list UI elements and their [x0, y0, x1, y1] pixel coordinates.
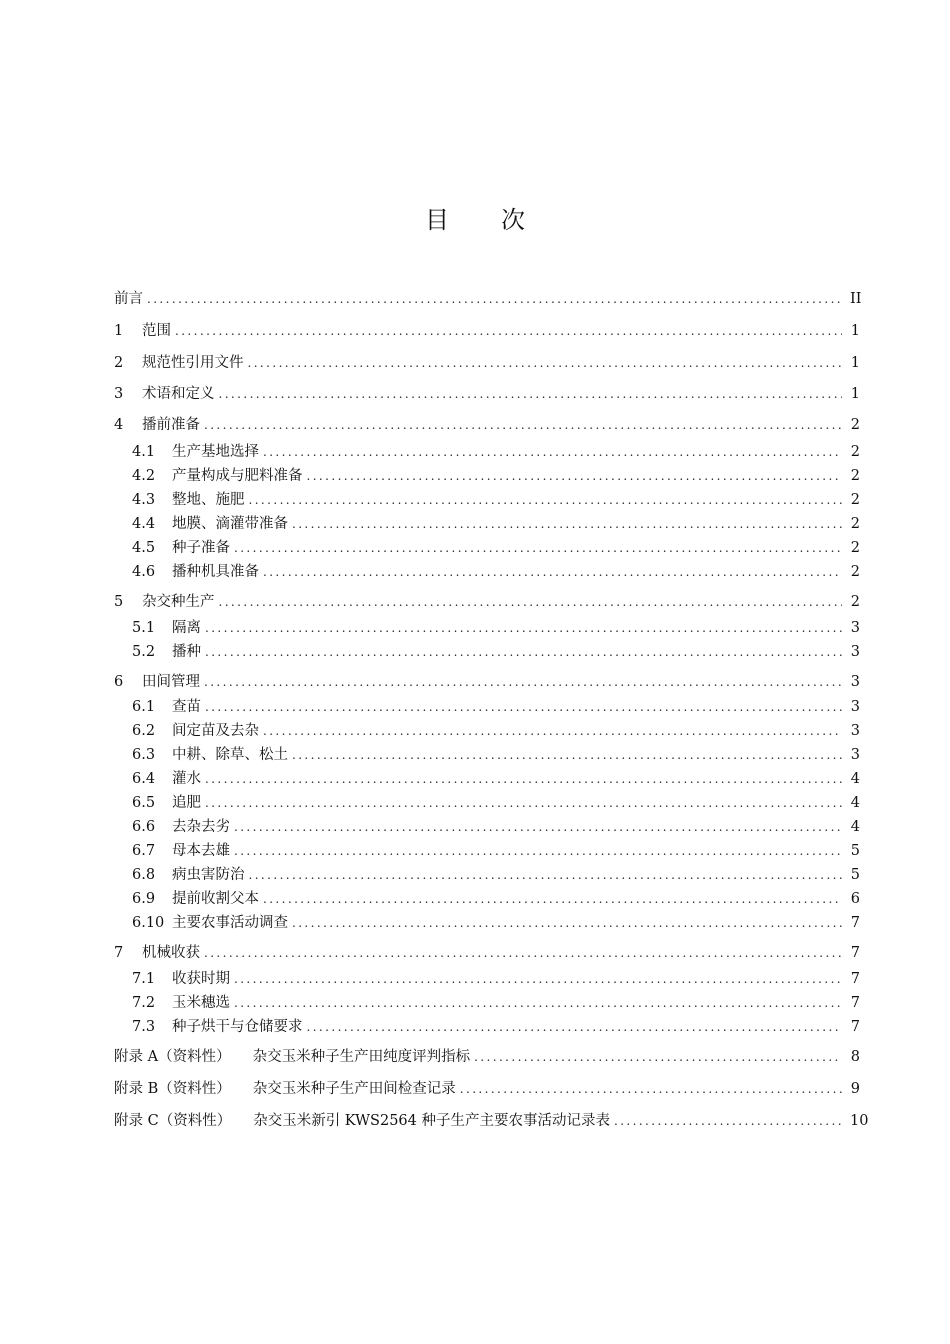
toc-subentry[interactable]: [132, 561, 860, 583]
toc-entry-page: 5: [850, 867, 860, 883]
toc-subentry[interactable]: [132, 792, 860, 814]
toc-entry[interactable]: [114, 383, 860, 405]
toc-leader-dots: [147, 288, 842, 310]
toc-leader-dots: [204, 942, 842, 964]
toc-entry-page: 6: [850, 891, 860, 907]
toc-entry-page: 1: [850, 386, 860, 402]
toc-leader-dots: [175, 320, 842, 342]
toc-entry-number: 6.1: [132, 699, 156, 715]
toc-entry-number: 6.7: [132, 843, 156, 859]
toc-leader-dots: [249, 489, 843, 511]
toc-entry-number: 6.8: [132, 867, 156, 883]
toc-leader-dots: [234, 968, 842, 990]
appendix-type: 附录 B（资料性）: [114, 1081, 231, 1097]
toc-entry-page: 8: [850, 1049, 860, 1065]
toc-subentry[interactable]: [132, 968, 860, 990]
toc-entry-number: 6.6: [132, 819, 156, 835]
toc-entry-page: 2: [850, 417, 860, 433]
toc-entry-label: 杂交种生产: [142, 594, 215, 610]
toc-entry-label: 主要农事活动调查: [172, 915, 288, 931]
toc-entry-label: 种子烘干与仓储要求: [172, 1019, 303, 1035]
toc-subentry[interactable]: [132, 465, 860, 487]
toc-entry-page: 2: [850, 540, 860, 556]
toc-entry-page: 3: [850, 723, 860, 739]
toc-leader-dots: [234, 992, 842, 1014]
toc-entry[interactable]: [114, 320, 860, 342]
toc-leader-dots: [263, 561, 842, 583]
toc-entry-number: 6.4: [132, 771, 156, 787]
toc-entry-page: 2: [850, 516, 860, 532]
toc-leader-dots: [205, 696, 842, 718]
toc-entry-page: 7: [850, 971, 860, 987]
toc-subentry[interactable]: [132, 537, 860, 559]
toc-entry-number: 6.5: [132, 795, 156, 811]
toc-entry-number: 3: [114, 386, 124, 402]
toc-entry-label: 去杂去劣: [172, 819, 230, 835]
toc-entry-number: 5.2: [132, 644, 156, 660]
toc-subentry[interactable]: [132, 513, 860, 535]
toc-entry-page: 4: [850, 819, 860, 835]
toc-entry-page: 7: [850, 1019, 860, 1035]
appendix-title: 杂交玉米新引 KWS2564 种子生产主要农事活动记录表: [253, 1113, 610, 1129]
toc-entry-label: 范围: [142, 323, 171, 339]
toc-entry-label: 术语和定义: [142, 386, 215, 402]
toc-entry-label: 播前准备: [142, 417, 200, 433]
toc-leader-dots: [248, 352, 843, 374]
toc-leader-dots: [474, 1046, 842, 1068]
toc-entry-number: 7: [114, 945, 124, 961]
toc-entry-label: 整地、施肥: [172, 492, 245, 508]
toc-entry-page: 7: [850, 995, 860, 1011]
toc-leader-dots: [204, 414, 842, 436]
toc-entry-label: 机械收获: [142, 945, 200, 961]
toc-entry-page: 2: [850, 594, 860, 610]
toc-entry-number: 4.6: [132, 564, 156, 580]
toc-entry-label: 中耕、除草、松土: [172, 747, 288, 763]
toc-entry-page: 7: [850, 915, 860, 931]
toc-appendix-b[interactable]: [114, 1078, 860, 1100]
toc-subentry[interactable]: [132, 720, 860, 742]
toc-entry-page: 2: [850, 492, 860, 508]
toc-leader-dots: [263, 888, 842, 910]
toc-subentry[interactable]: [132, 744, 860, 766]
toc-entry-foreword[interactable]: [114, 288, 860, 310]
toc-entry-page: 3: [850, 699, 860, 715]
appendix-title: 杂交玉米种子生产田纯度评判指标: [252, 1049, 471, 1065]
toc-entry-number: 4: [114, 417, 124, 433]
toc-entry-page: 3: [850, 747, 860, 763]
toc-entry[interactable]: [114, 414, 860, 436]
toc-entry-page: 2: [850, 564, 860, 580]
toc-entry-label: 灌水: [172, 771, 201, 787]
toc-leader-dots: [614, 1110, 842, 1132]
toc-leader-dots: [249, 864, 843, 886]
toc-entry-label: 田间管理: [142, 674, 200, 690]
title-char-2: 次: [501, 206, 525, 234]
toc-entry-number: 6.9: [132, 891, 156, 907]
toc-entry[interactable]: [114, 671, 860, 693]
toc-entry-label: 地膜、滴灌带准备: [172, 516, 288, 532]
toc-entry-number: 6.3: [132, 747, 156, 763]
toc-entry-number: 7.1: [132, 971, 156, 987]
toc-entry-label: 病虫害防治: [172, 867, 245, 883]
toc-entry-number: 4.5: [132, 540, 156, 556]
toc-entry-page: 9: [850, 1081, 860, 1097]
toc-entry-page: 7: [850, 945, 860, 961]
toc-entry-number: 2: [114, 355, 124, 371]
toc-subentry[interactable]: [132, 489, 860, 511]
toc-entry-label: 提前收割父本: [172, 891, 259, 907]
toc-leader-dots: [263, 441, 842, 463]
toc-entry-label: 隔离: [172, 620, 201, 636]
toc-entry-number: 6: [114, 674, 124, 690]
toc-entry-label: 产量构成与肥料准备: [172, 468, 303, 484]
toc-leader-dots: [205, 641, 842, 663]
appendix-type: 附录 A（资料性）: [114, 1049, 231, 1065]
toc-subentry[interactable]: [132, 912, 860, 934]
toc-entry-number: 6.10: [132, 915, 165, 931]
toc-entry-page: 10: [850, 1113, 869, 1129]
toc-entry-page: 3: [850, 644, 860, 660]
toc-entry-label: 追肥: [172, 795, 201, 811]
toc-entry[interactable]: [114, 352, 860, 374]
toc-entry-number: 1: [114, 323, 124, 339]
toc-subentry[interactable]: [132, 768, 860, 790]
toc-entry-label: 播种: [172, 644, 201, 660]
toc-entry-label: 母本去雄: [172, 843, 230, 859]
toc-entry-label: 生产基地选择: [172, 444, 259, 460]
toc-subentry[interactable]: [132, 992, 860, 1014]
toc-leader-dots: [234, 537, 842, 559]
toc-subentry[interactable]: [132, 1016, 860, 1038]
toc-subentry[interactable]: [132, 840, 860, 862]
toc-entry-number: 6.2: [132, 723, 156, 739]
toc-leader-dots: [292, 912, 842, 934]
toc-leader-dots: [292, 513, 842, 535]
toc-entry-number: 4.4: [132, 516, 156, 532]
toc-leader-dots: [263, 720, 842, 742]
toc-entry-label: 收获时期: [172, 971, 230, 987]
toc-entry-page: 5: [850, 843, 860, 859]
toc-subentry[interactable]: [132, 696, 860, 718]
toc-subentry[interactable]: [132, 864, 860, 886]
toc-entry-page: 1: [850, 323, 860, 339]
toc-leader-dots: [234, 816, 842, 838]
toc-entry-label: 前言: [114, 291, 143, 307]
page-title: [0, 200, 950, 235]
toc-subentry[interactable]: [132, 441, 860, 463]
toc-subentry[interactable]: [132, 641, 860, 663]
toc-entry[interactable]: [114, 591, 860, 613]
toc-entry-page: II: [850, 291, 862, 307]
toc-leader-dots: [204, 671, 842, 693]
toc-entry-page: 2: [850, 444, 860, 460]
toc-entry-number: 7.2: [132, 995, 156, 1011]
toc-entry-label: 规范性引用文件: [142, 355, 244, 371]
toc-leader-dots: [219, 591, 843, 613]
toc-leader-dots: [292, 744, 842, 766]
toc-entry-label: 种子准备: [172, 540, 230, 556]
title-char-1: 目: [425, 206, 449, 234]
toc-entry-page: 1: [850, 355, 860, 371]
toc-appendix-c[interactable]: [114, 1110, 869, 1132]
toc-entry-page: 4: [850, 771, 860, 787]
toc-subentry[interactable]: [132, 816, 860, 838]
toc-leader-dots: [205, 792, 842, 814]
toc-leader-dots: [205, 768, 842, 790]
toc-entry-number: 4.3: [132, 492, 156, 508]
toc-entry-number: 4.2: [132, 468, 156, 484]
toc-entry-page: 4: [850, 795, 860, 811]
toc-entry-label: 查苗: [172, 699, 201, 715]
appendix-title: 杂交玉米种子生产田间检查记录: [252, 1081, 456, 1097]
toc-entry-page: 3: [850, 620, 860, 636]
toc-entry-number: 5.1: [132, 620, 156, 636]
toc-entry-page: 2: [850, 468, 860, 484]
toc-leader-dots: [460, 1078, 842, 1100]
toc-subentry[interactable]: [132, 617, 860, 639]
toc-leader-dots: [307, 465, 843, 487]
toc-entry-number: 4.1: [132, 444, 156, 460]
toc-leader-dots: [219, 383, 843, 405]
toc-leader-dots: [307, 1016, 843, 1038]
toc-leader-dots: [205, 617, 842, 639]
toc-entry-label: 间定苗及去杂: [172, 723, 259, 739]
toc-appendix-a[interactable]: [114, 1046, 860, 1068]
toc-entry-number: 7.3: [132, 1019, 156, 1035]
toc-subentry[interactable]: [132, 888, 860, 910]
appendix-type: 附录 C（资料性）: [114, 1113, 232, 1129]
toc-leader-dots: [234, 840, 842, 862]
toc-entry[interactable]: [114, 942, 860, 964]
toc-entry-number: 5: [114, 594, 124, 610]
toc-entry-page: 3: [850, 674, 860, 690]
toc-entry-label: 播种机具准备: [172, 564, 259, 580]
toc-entry-label: 玉米穗选: [172, 995, 230, 1011]
